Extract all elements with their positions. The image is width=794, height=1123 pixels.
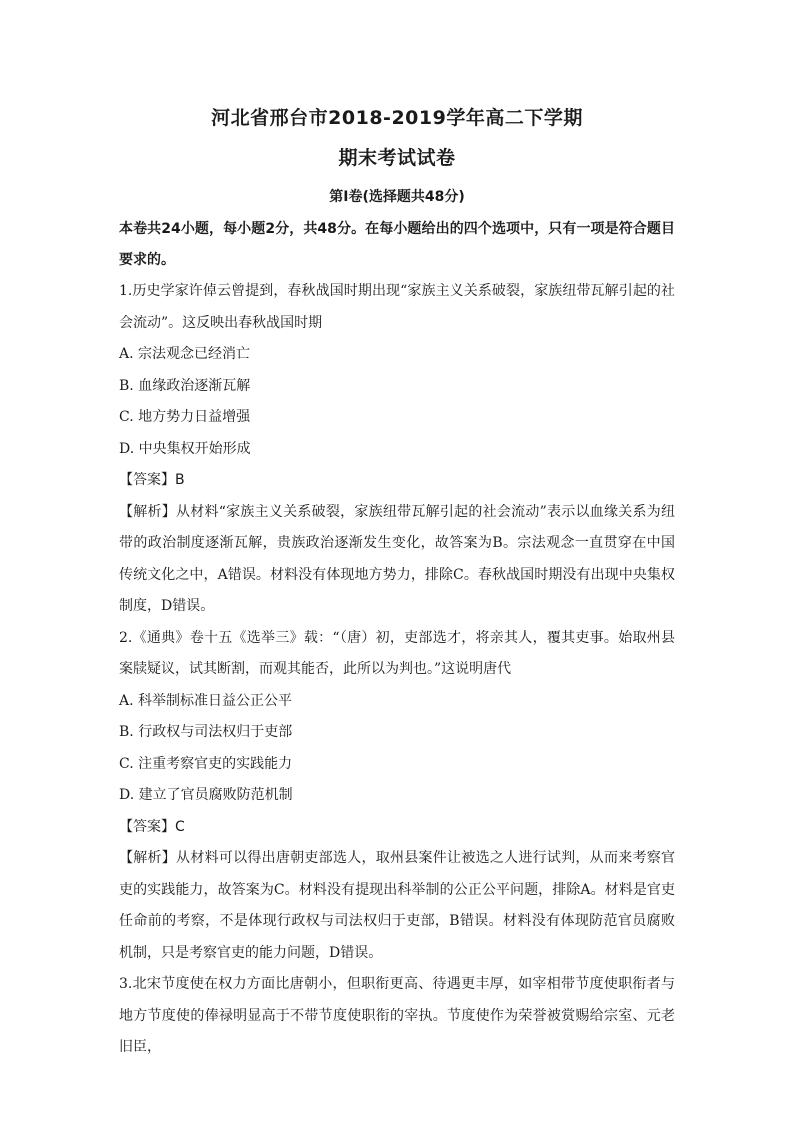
section-heading: 第Ⅰ卷(选择题共48分) [329,189,465,205]
question-3 [119,969,675,1064]
option-d: D. 建立了官员腐败防范机制 [119,787,293,803]
answer: 【答案】C [119,818,185,835]
instructions: 本卷共24小题，每小题2分，共48分。在每小题给出的四个选项中，只有一项是符合题目要求的。 [119,221,675,268]
question-stem: 2.《通典》卷十五《选举三》载：“（唐）初，吏部选才，将亲其人，覆其吏事。始取州县案牍疑议，试其断割，而观其能否，此所以为判也。”这说明唐代 [119,629,675,677]
option-b: B. 血缘政治逐渐瓦解 [119,377,251,394]
question-stem: 1.历史学家许倬云曾提到，春秋战国时期出现“家族主义关系破裂，家族纽带瓦解引起的社会流动”。这反映出春秋战国时期 [119,283,675,331]
question-1 [119,276,675,623]
answer: 【答案】B [119,472,185,488]
doc-title-line1: 河北省邢台市2018-2019学年高二下学期 [211,107,583,129]
option-a: A. 科举制标准日益公正公平 [119,692,293,709]
option-d: D. 中央集权开始形成 [119,440,251,457]
option-c: C. 注重考察官吏的实践能力 [119,755,293,772]
option-a: A. 宗法观念已经消亡 [119,346,251,362]
question-2 [119,623,675,970]
document-content [119,100,675,1064]
analysis: 【解析】从材料“家族主义关系破裂，家族纽带瓦解引起的社会流动”表示以血缘关系为纽带的政治制度逐渐瓦解，贵族政治逐渐发生变化，故答案为B。宗法观念一直贯穿在中国传统文化之中，A错误。材料没有体现地方势力，排除C。春秋战国时期没有出现中央集权制度，D错误。 [119,503,675,614]
doc-title-line2: 期末考试试卷 [338,147,456,169]
analysis: 【解析】从材料可以得出唐朝吏部选人，取州县案件让被选之人进行试判，从而来考察官吏的实践能力，故答案为C。材料没有提现出科举制的公正公平问题，排除A。材料是官吏任命前的考察，不是体现行政权与司法权归于吏部，B错误。材料没有体现防范官员腐败机制，只是考察官吏的能力问题，D错误。 [119,850,675,961]
option-b: B. 行政权与司法权归于吏部 [119,724,293,740]
question-stem: 3.北宋节度使在权力方面比唐朝小，但职衔更高、待遇更丰厚，如宰相带节度使职衔者与地方节度使的俸禄明显高于不带节度使职衔的宰执。节度使作为荣誉被赏赐给宗室、元老旧臣， [119,976,675,1055]
option-c: C. 地方势力日益增强 [119,409,251,425]
